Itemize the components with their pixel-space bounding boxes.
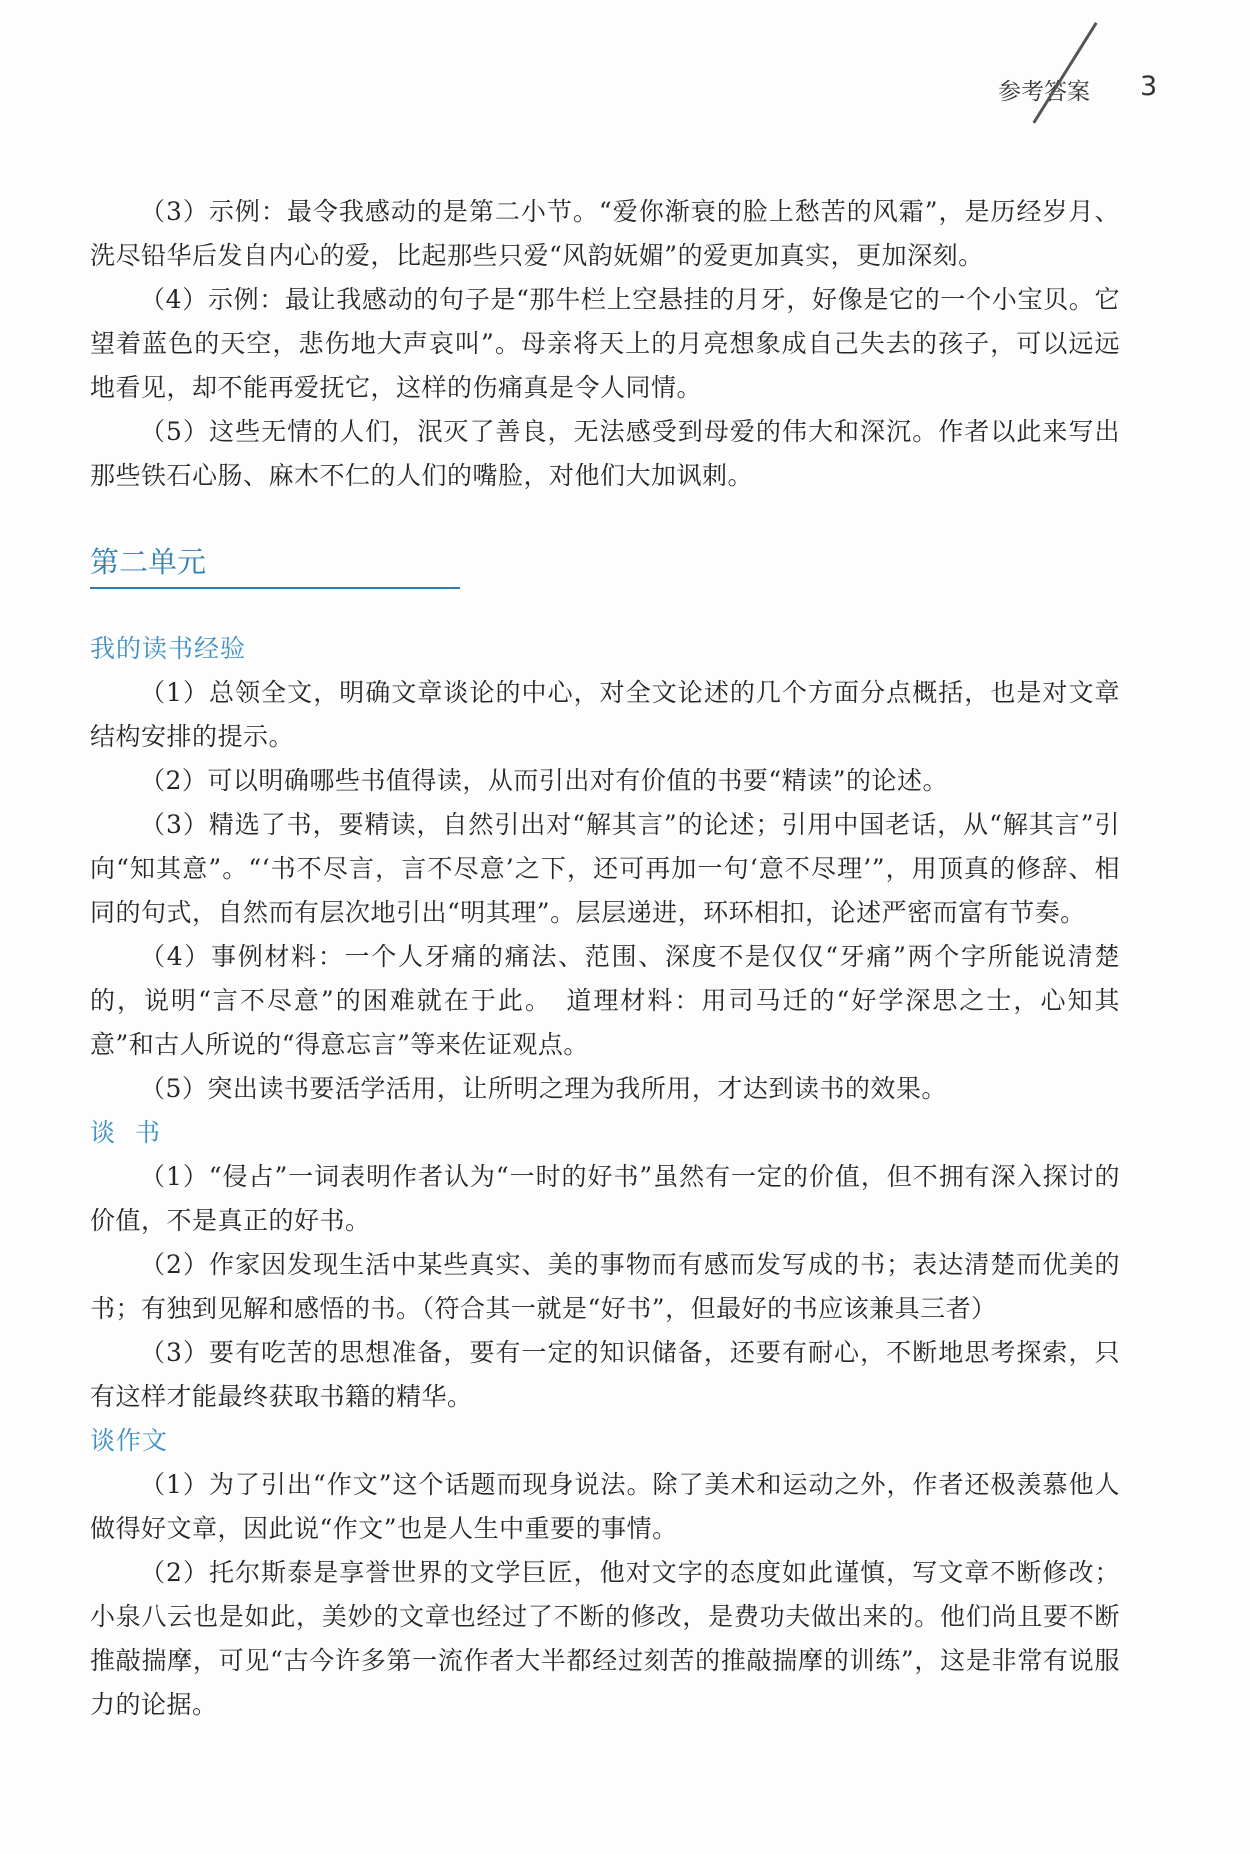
- answer-paragraph: （2）作家因发现生活中某些真实、美的事物而有感而发写成的书；表达清楚而优美的书；有独到见解和感悟的书。（符合其一就是“好书”，但最好的书应该兼具三者）: [90, 1250, 1120, 1323]
- section-title-reading-experience: 我的读书经验: [90, 634, 247, 663]
- answer-paragraph: （3）要有吃苦的思想准备，要有一定的知识储备，还要有耐心，不断地思考探索，只有这样才能最终获取书籍的精华。: [90, 1338, 1120, 1411]
- page-number: 3: [1140, 71, 1158, 102]
- unit-title: 第二单元: [90, 540, 460, 589]
- section-title-on-books: 谈书: [90, 1118, 181, 1147]
- answer-paragraph: （2）可以明确哪些书值得读，从而引出对有价值的书要“精读”的论述。: [140, 766, 948, 795]
- answer-paragraph: （1）为了引出“作文”这个话题而现身说法。除了美术和运动之外，作者还极羡慕他人做得好文章，因此说“作文”也是人生中重要的事情。: [90, 1470, 1120, 1543]
- answer-paragraph: （5）突出读书要活学活用，让所明之理为我所用，才达到读书的效果。: [140, 1074, 947, 1103]
- answer-paragraph: （1）总领全文，明确文章谈论的中心，对全文论述的几个方面分点概括，也是对文章结构安排的提示。: [90, 678, 1120, 751]
- answer-paragraph: （3）示例：最令我感动的是第二小节。“爱你渐衰的脸上愁苦的风霜”，是历经岁月、洗尽铅华后发自内心的爱，比起那些只爱“风韵妩媚”的爱更加真实，更加深刻。: [90, 197, 1120, 270]
- answer-paragraph: （1）“侵占”一词表明作者认为“一时的好书”虽然有一定的价值，但不拥有深入探讨的价值，不是真正的好书。: [90, 1162, 1120, 1235]
- answer-paragraph: （3）精选了书，要精读，自然引出对“解其言”的论述；引用中国老话，从“解其言”引向“知其意”。“‘书不尽言，言不尽意’之下，还可再加一句‘意不尽理’”，用顶真的修辞、相同的句式，自然而有层次地引出“明其理”。层层递进，环环相扣，论述严密而富有节奏。: [90, 810, 1120, 927]
- section-title-on-writing: 谈作文: [90, 1426, 169, 1455]
- answer-paragraph: （2）托尔斯泰是享誉世界的文学巨匠，他对文字的态度如此谨慎，写文章不断修改；小泉八云也是如此，美妙的文章也经过了不断的修改，是费功夫做出来的。他们尚且要不断推敲揣摩，可见“古今许多第一流作者大半都经过刻苦的推敲揣摩的训练”，这是非常有说服力的论据。: [90, 1558, 1120, 1719]
- content: [90, 190, 1120, 1727]
- answer-paragraph: （5）这些无情的人们，泯灭了善良，无法感受到母爱的伟大和深沉。作者以此来写出那些铁石心肠、麻木不仁的人们的嘴脸，对他们大加讽刺。: [90, 417, 1120, 490]
- header-label: 参考答案: [998, 79, 1090, 105]
- answer-paragraph: （4）示例：最让我感动的句子是“那牛栏上空悬挂的月牙，好像是它的一个小宝贝。它望着蓝色的天空，悲伤地大声哀叫”。母亲将天上的月亮想象成自己失去的孩子，可以远远地看见，却不能再爱抚它，这样的伤痛真是令人同情。: [90, 285, 1120, 402]
- answer-paragraph: （4）事例材料：一个人牙痛的痛法、范围、深度不是仅仅“牙痛”两个字所能说清楚的，说明“言不尽意”的困难就在于此。 道理材料：用司马迁的“好学深思之士，心知其意”和古人所说的“得意忘言”等来佐证观点。: [90, 942, 1120, 1059]
